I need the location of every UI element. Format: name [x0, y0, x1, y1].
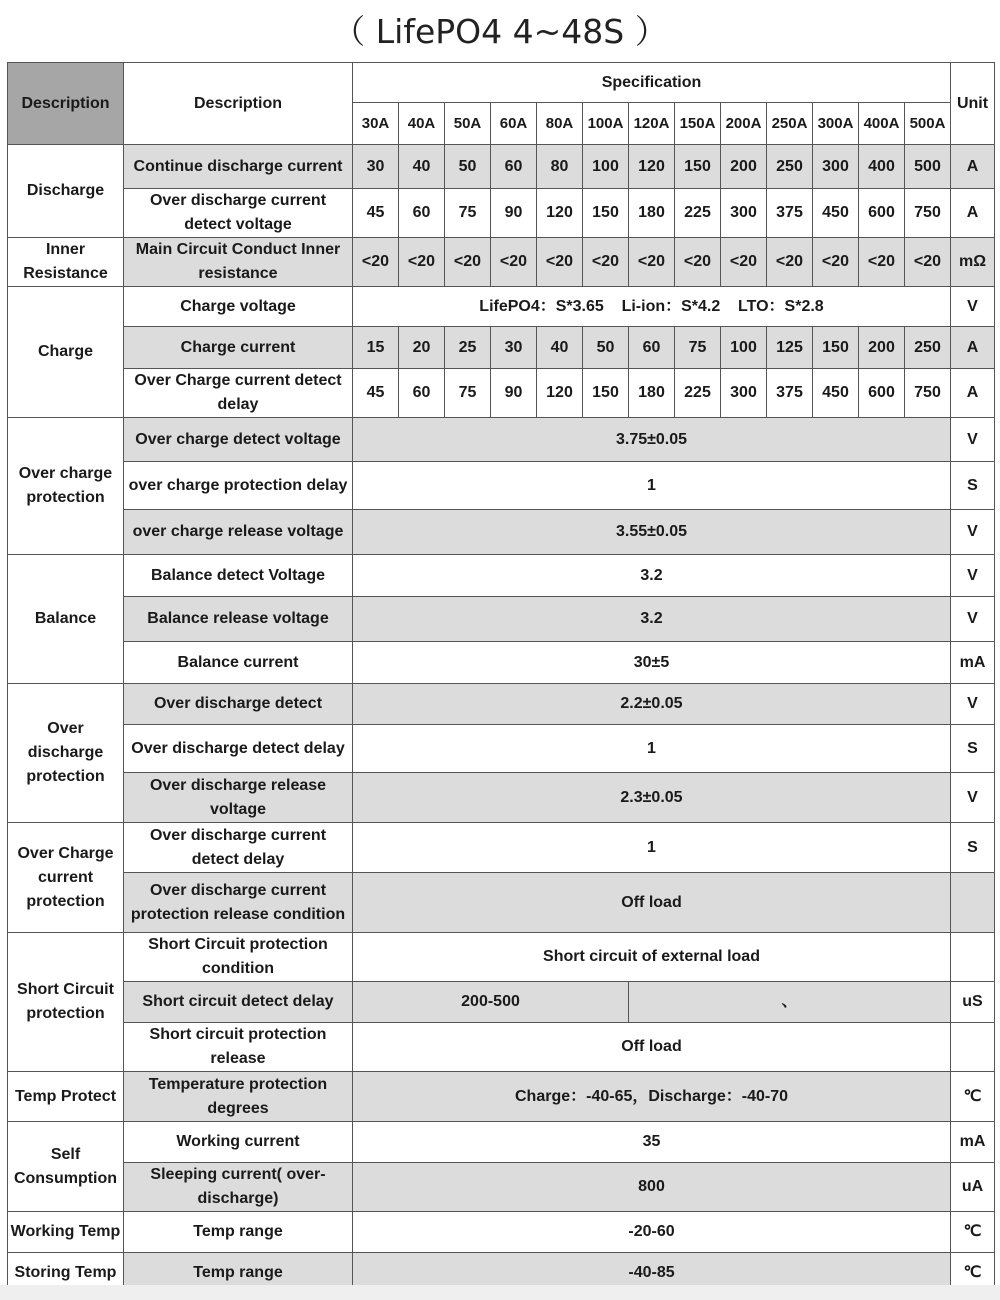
row-label: over charge protection delay — [124, 462, 353, 510]
cell-value: 180 — [629, 189, 675, 238]
cell-unit: ℃ — [951, 1072, 995, 1122]
cell-value: 125 — [767, 327, 813, 369]
header-specification: Specification — [353, 63, 951, 103]
cell-value: 500 — [905, 145, 951, 189]
row-label-charge-voltage: Charge voltage — [124, 287, 353, 327]
cell-value-wide: 35 — [353, 1122, 951, 1163]
cell-value-wide: 3.2 — [353, 555, 951, 597]
cell-value: 40 — [537, 327, 583, 369]
cell-value-wide: 1 — [353, 823, 951, 873]
cell-value: 60 — [629, 327, 675, 369]
amp-header: 200A — [721, 103, 767, 145]
cell-unit: A — [951, 369, 995, 418]
row-label-continue-discharge: Continue discharge current — [124, 145, 353, 189]
amp-header: 100A — [583, 103, 629, 145]
cell-value: 400 — [859, 145, 905, 189]
group-working-temp: Working Temp — [8, 1212, 124, 1253]
cell-value-wide: LifePO4：S*3.65 Li-ion：S*4.2 LTO：S*2.8 — [353, 287, 951, 327]
cell-value-wide: 200-500 — [353, 982, 629, 1023]
cell-unit: S — [951, 462, 995, 510]
bottom-strip — [0, 1285, 1000, 1300]
cell-value-wide: 3.2 — [353, 597, 951, 642]
cell-value: 100 — [583, 145, 629, 189]
cell-value: 90 — [491, 369, 537, 418]
cell-value-wide: 3.55±0.05 — [353, 510, 951, 555]
cell-value: 225 — [675, 369, 721, 418]
cell-unit: V — [951, 418, 995, 462]
cell-unit: S — [951, 725, 995, 773]
cell-value: 75 — [445, 369, 491, 418]
cell-unit: uA — [951, 1163, 995, 1212]
cell-unit: V — [951, 555, 995, 597]
amp-header: 150A — [675, 103, 721, 145]
cell-unit: S — [951, 823, 995, 873]
row-label: Over charge detect voltage — [124, 418, 353, 462]
cell-value: 120 — [537, 369, 583, 418]
cell-value: 180 — [629, 369, 675, 418]
cell-value: <20 — [537, 238, 583, 287]
spec-table — [7, 62, 995, 1294]
cell-unit: mA — [951, 1122, 995, 1163]
cell-value: <20 — [675, 238, 721, 287]
cell-value: <20 — [859, 238, 905, 287]
cell-value: 50 — [583, 327, 629, 369]
cell-value: 60 — [399, 369, 445, 418]
row-label: Sleeping current( over-discharge) — [124, 1163, 353, 1212]
cell-value: 200 — [859, 327, 905, 369]
amp-header: 250A — [767, 103, 813, 145]
cell-value: 300 — [813, 145, 859, 189]
cell-value: 15 — [353, 327, 399, 369]
cell-value-wide: -40-85 — [353, 1253, 951, 1294]
cell-unit — [951, 933, 995, 982]
cell-value-wide: 3.75±0.05 — [353, 418, 951, 462]
row-label: Short circuit detect delay — [124, 982, 353, 1023]
header-description-left: Description — [8, 63, 124, 145]
row-label: Balance detect Voltage — [124, 555, 353, 597]
amp-header: 500A — [905, 103, 951, 145]
group-temp-protect: Temp Protect — [8, 1072, 124, 1122]
cell-value-wide: 1 — [353, 462, 951, 510]
cell-value: <20 — [399, 238, 445, 287]
row-label-charge-current: Charge current — [124, 327, 353, 369]
row-label: Over discharge current protection release condition — [124, 873, 353, 933]
cell-value: <20 — [583, 238, 629, 287]
cell-value: 150 — [675, 145, 721, 189]
cell-value: 75 — [675, 327, 721, 369]
cell-value: 45 — [353, 189, 399, 238]
cell-value: 225 — [675, 189, 721, 238]
row-label: Over discharge detect delay — [124, 725, 353, 773]
cell-value: 20 — [399, 327, 445, 369]
group-over-charge-protection: Over charge protection — [8, 418, 124, 555]
cell-value: 60 — [491, 145, 537, 189]
cell-value: 250 — [905, 327, 951, 369]
row-label: Temp range — [124, 1212, 353, 1253]
row-label: Temperature protection degrees — [124, 1072, 353, 1122]
group-over-discharge-protection: Over discharge protection — [8, 684, 124, 823]
cell-value: 600 — [859, 369, 905, 418]
group-discharge: Discharge — [8, 145, 124, 238]
cell-unit: A — [951, 145, 995, 189]
cell-value: 120 — [629, 145, 675, 189]
cell-unit: V — [951, 684, 995, 725]
cell-value: 25 — [445, 327, 491, 369]
row-label: Over discharge detect — [124, 684, 353, 725]
cell-unit: mA — [951, 642, 995, 684]
cell-value: 30 — [353, 145, 399, 189]
row-label: over charge release voltage — [124, 510, 353, 555]
amp-header: 120A — [629, 103, 675, 145]
row-label: Short circuit protection release — [124, 1023, 353, 1072]
cell-unit — [951, 873, 995, 933]
cell-value: <20 — [721, 238, 767, 287]
row-label: Short Circuit protection condition — [124, 933, 353, 982]
group-charge: Charge — [8, 287, 124, 418]
cell-value: 450 — [813, 189, 859, 238]
cell-value: <20 — [813, 238, 859, 287]
amp-header: 60A — [491, 103, 537, 145]
header-description-right: Description — [124, 63, 353, 145]
cell-value: 90 — [491, 189, 537, 238]
cell-value: 300 — [721, 369, 767, 418]
row-label-over-discharge-current: Over discharge current detect voltage — [124, 189, 353, 238]
group-short-circuit-protection: Short Circuit protection — [8, 933, 124, 1072]
cell-value: <20 — [491, 238, 537, 287]
row-label: Balance current — [124, 642, 353, 684]
cell-value-wide: Charge：-40-65，Discharge：-40-70 — [353, 1072, 951, 1122]
cell-value: 150 — [813, 327, 859, 369]
group-balance: Balance — [8, 555, 124, 684]
row-label: Balance release voltage — [124, 597, 353, 642]
cell-unit: ℃ — [951, 1253, 995, 1294]
cell-value: <20 — [353, 238, 399, 287]
cell-value: 100 — [721, 327, 767, 369]
cell-value: 250 — [767, 145, 813, 189]
cell-value: 450 — [813, 369, 859, 418]
cell-unit: V — [951, 287, 995, 327]
cell-value: 120 — [537, 189, 583, 238]
amp-header: 50A — [445, 103, 491, 145]
page-title: （ LifePO4 4~48S ） — [332, 12, 668, 51]
cell-value: 80 — [537, 145, 583, 189]
cell-value: 60 — [399, 189, 445, 238]
cell-unit: mΩ — [951, 238, 995, 287]
cell-value: 750 — [905, 189, 951, 238]
cell-value: 30 — [491, 327, 537, 369]
row-label-over-charge-current: Over Charge current detect delay — [124, 369, 353, 418]
group-inner-resistance: Inner Resistance — [8, 238, 124, 287]
cell-value: 300 — [721, 189, 767, 238]
cell-value: <20 — [767, 238, 813, 287]
cell-value-wide: 1 — [353, 725, 951, 773]
row-label-inner-resistance: Main Circuit Conduct Inner resistance — [124, 238, 353, 287]
cell-value: 375 — [767, 369, 813, 418]
cell-value: 600 — [859, 189, 905, 238]
cell-value: 200 — [721, 145, 767, 189]
cell-value-wide: Short circuit of external load — [353, 933, 951, 982]
cell-value-wide: Off load — [353, 1023, 951, 1072]
cell-value: 50 — [445, 145, 491, 189]
cell-value: 45 — [353, 369, 399, 418]
cell-value-wide: Off load — [353, 873, 951, 933]
cell-unit: ℃ — [951, 1212, 995, 1253]
cell-value-wide: 、 — [629, 982, 951, 1023]
cell-unit: V — [951, 510, 995, 555]
cell-unit: V — [951, 597, 995, 642]
cell-unit: V — [951, 773, 995, 823]
amp-header: 80A — [537, 103, 583, 145]
amp-header: 400A — [859, 103, 905, 145]
row-label: Working current — [124, 1122, 353, 1163]
cell-value: <20 — [445, 238, 491, 287]
row-label: Temp range — [124, 1253, 353, 1294]
group-over-charge-current-protection: Over Charge current protection — [8, 823, 124, 933]
cell-unit: A — [951, 189, 995, 238]
row-label: Over discharge release voltage — [124, 773, 353, 823]
cell-value: 75 — [445, 189, 491, 238]
cell-value-wide: -20-60 — [353, 1212, 951, 1253]
amp-header: 30A — [353, 103, 399, 145]
cell-value: 150 — [583, 189, 629, 238]
cell-value: 40 — [399, 145, 445, 189]
group-self-consumption: Self Consumption — [8, 1122, 124, 1212]
cell-unit: A — [951, 327, 995, 369]
cell-unit — [951, 1023, 995, 1072]
amp-header: 300A — [813, 103, 859, 145]
cell-value: 750 — [905, 369, 951, 418]
cell-value-wide: 30±5 — [353, 642, 951, 684]
row-label: Over discharge current detect delay — [124, 823, 353, 873]
cell-value: <20 — [905, 238, 951, 287]
cell-value: <20 — [629, 238, 675, 287]
cell-value-wide: 2.2±0.05 — [353, 684, 951, 725]
amp-header: 40A — [399, 103, 445, 145]
cell-unit: uS — [951, 982, 995, 1023]
header-unit: Unit — [951, 63, 995, 145]
cell-value-wide: 2.3±0.05 — [353, 773, 951, 823]
cell-value: 150 — [583, 369, 629, 418]
cell-value-wide: 800 — [353, 1163, 951, 1212]
cell-value: 375 — [767, 189, 813, 238]
group-storing-temp: Storing Temp — [8, 1253, 124, 1294]
